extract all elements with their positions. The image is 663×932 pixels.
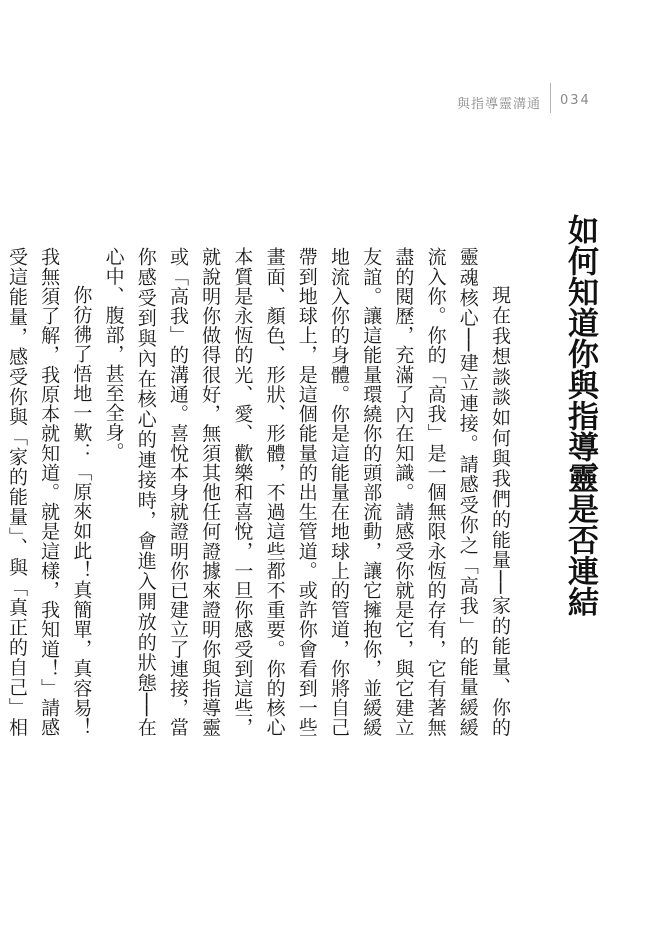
running-head-title: 與指導靈溝通 [456,97,541,112]
body-text [5,247,516,737]
running-head [442,91,617,113]
page-number: 034 [560,93,591,108]
running-head-divider [550,83,551,113]
paragraph-2: 你彷彿了悟地一歎：「原來如此！真簡單，真容易！我無須了解，我原本就知道。就是這樣，我知道！」請感受這能量，感受你與「家的能量」、與「真正的自己」相 [5,247,93,737]
paragraph-1: 現在我想談談如何與我們的能量──家的能量、你的靈魂核心──建立連接。請感受你之「高我」的能量緩緩流入你。你的「高我」是一個無限永恆的存有，它有著無盡的閱歷，充滿了內在知識。請感受你就是它，與它建立友誼。讓這能量環繞你的頭部流動，讓它擁抱你，並緩緩地流入你的身體。你是這能量在地球上的管道，你將自己帶到地球上，是這個能量的出生管道。或許你會看到一些畫面、顏色、形狀、形體，不過這些都不重要。你的核心本質是永恆的光、愛、歡樂和喜悅，一旦你感受到這些，就說明你做得很好，無須其他任何證據來證明你與指導靈或「高我」的溝通。喜悅本身就證明你已建立了連接，當你感受到與內在核心的連接時，會進入開放的狀態──在心中、腹部，甚至全身。 [102,247,511,737]
chapter-title: 如何知道你與指導靈是否連結 [562,214,598,617]
